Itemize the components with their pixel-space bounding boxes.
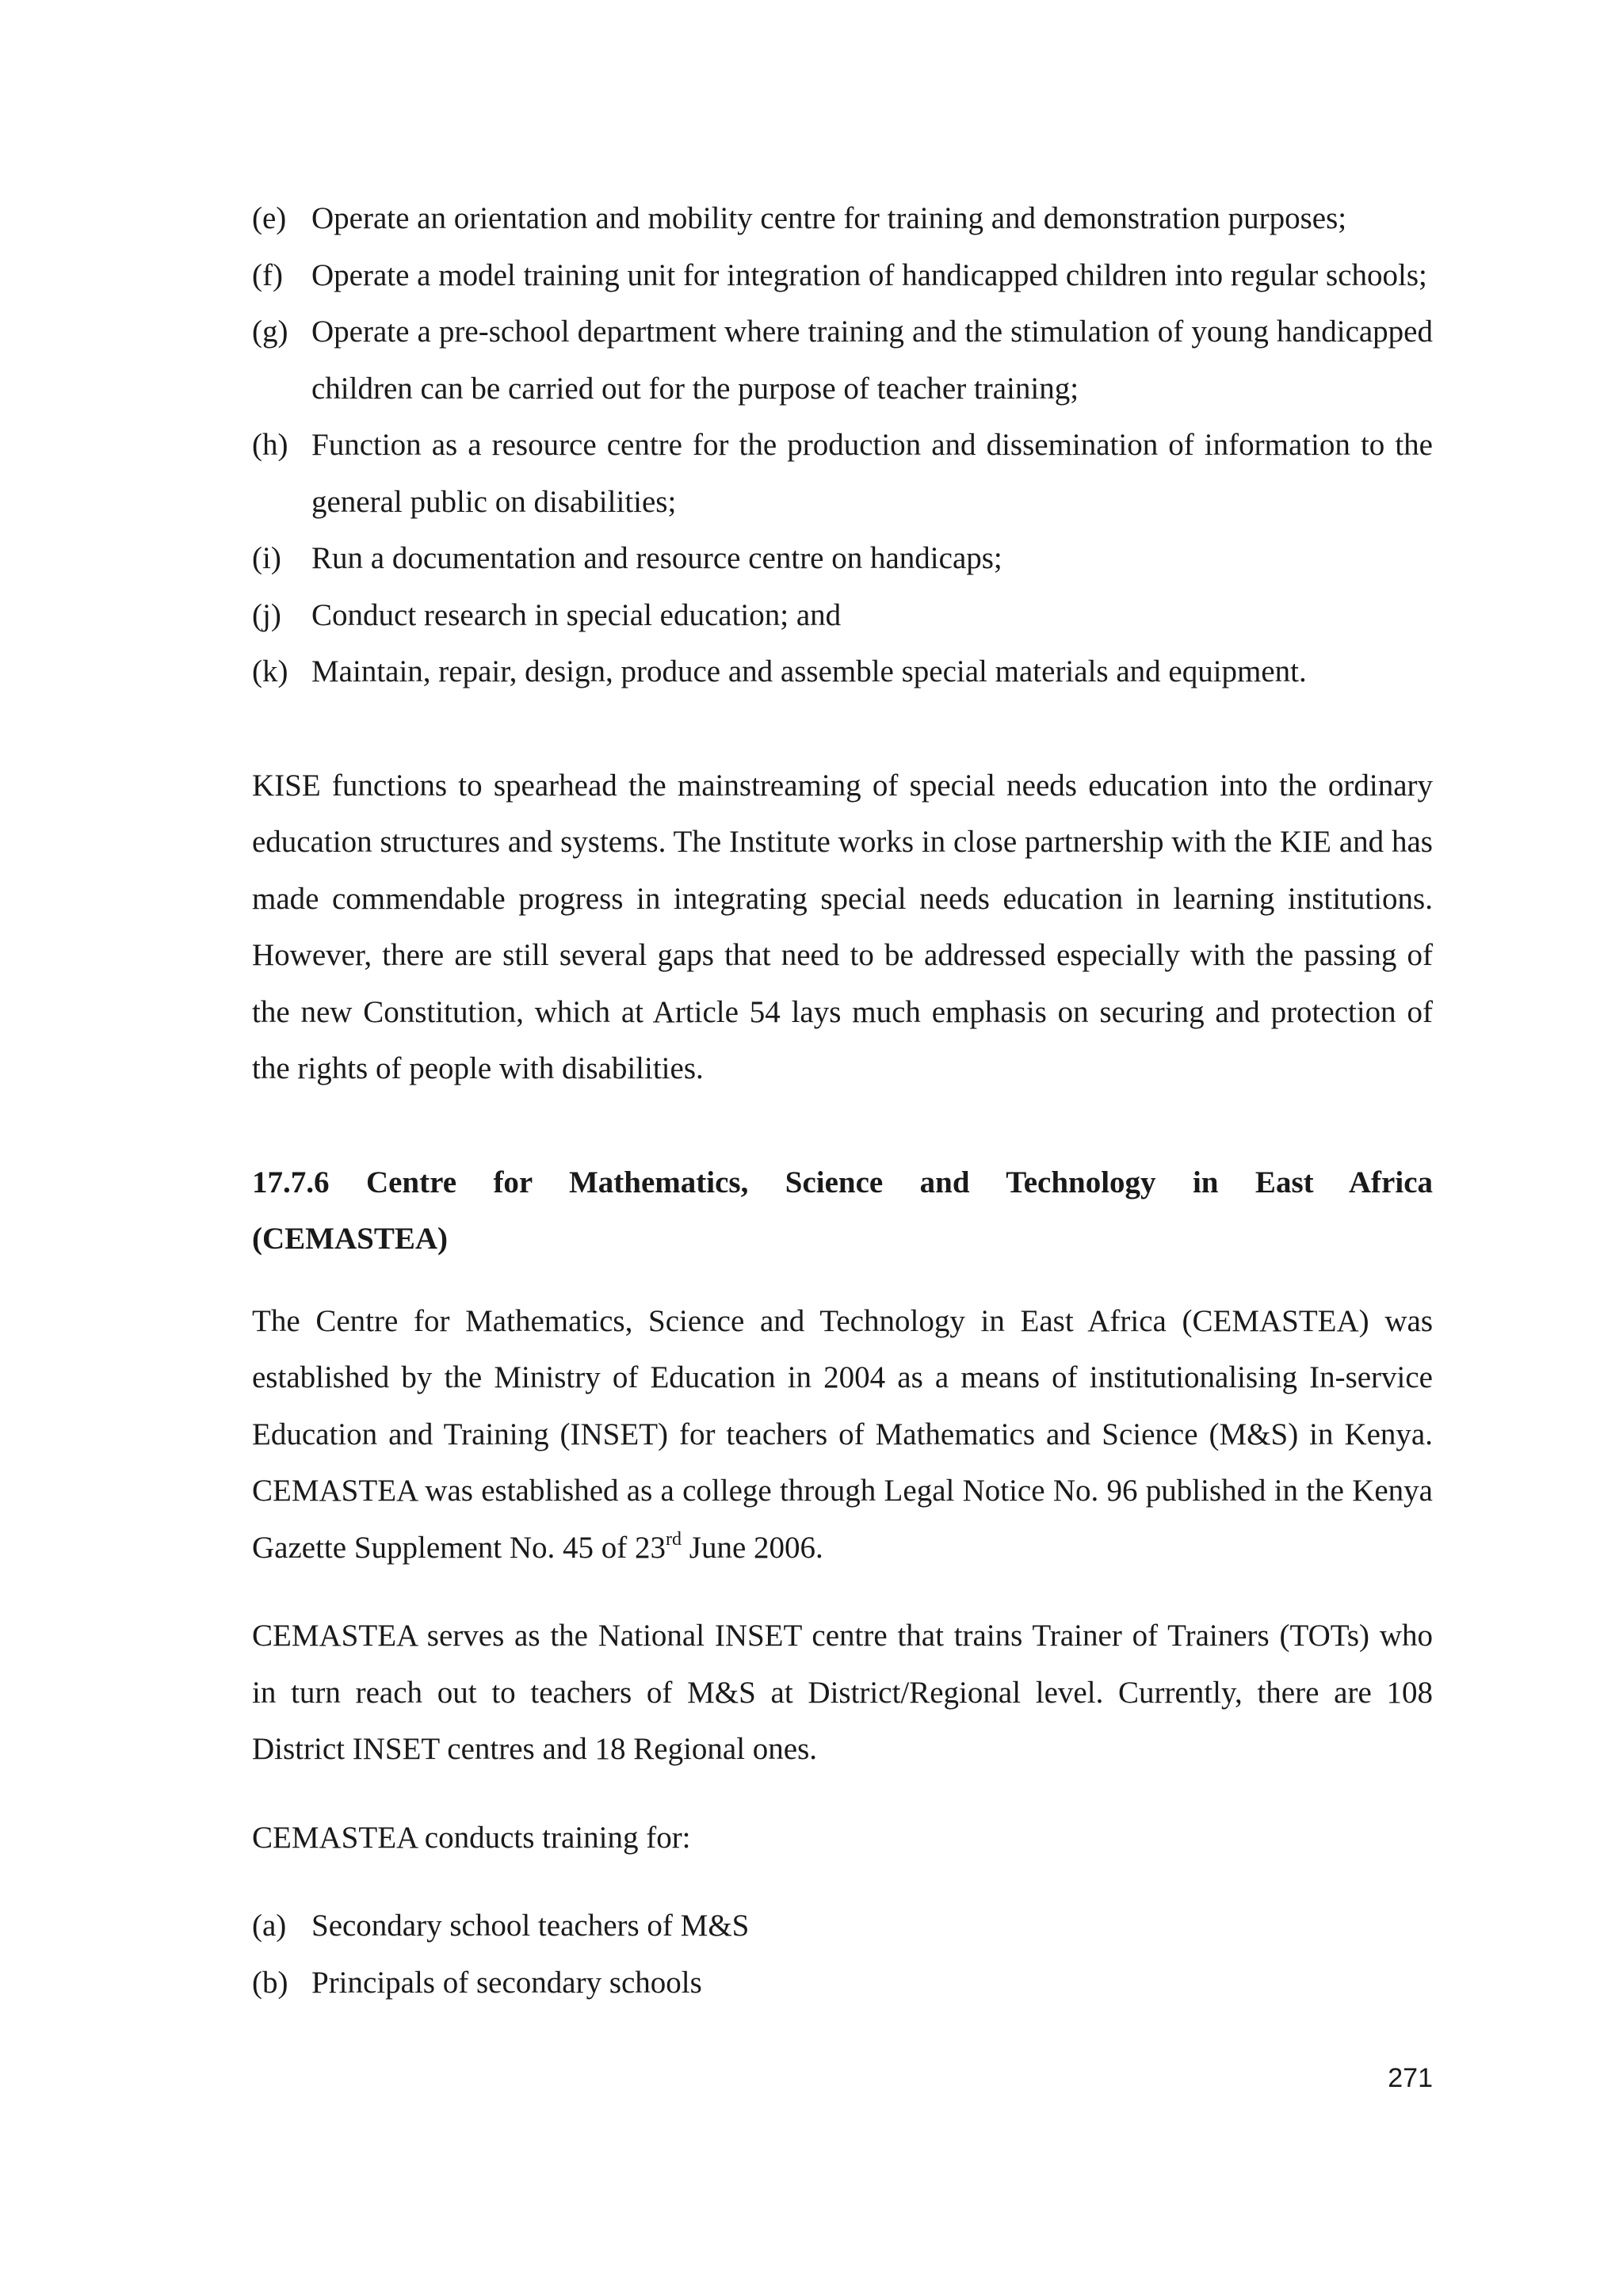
list-marker: (e) [252, 201, 287, 235]
list-item [252, 1955, 1433, 2012]
list-item [252, 247, 1433, 304]
spacer [252, 1268, 1433, 1293]
list-marker: (h) [252, 428, 288, 462]
ordinal-suffix: rd [666, 1528, 682, 1550]
list-item [252, 190, 1433, 247]
list-marker: (b) [252, 1965, 288, 2000]
list-item-text: Secondary school teachers of M&S [311, 1909, 750, 1943]
spacer [252, 1097, 1433, 1154]
list-marker: (a) [252, 1909, 287, 1943]
functions-list [252, 190, 1433, 700]
cemastea-paragraph-1 [252, 1293, 1433, 1577]
list-item [252, 587, 1433, 644]
paragraph-text: June 2006. [682, 1530, 823, 1565]
list-item-text: Operate a pre-school department where training and the stimulation of young handicapped children can be carried out for the purpose of teacher training; [311, 315, 1433, 406]
list-item [252, 417, 1433, 530]
section-heading [252, 1154, 1433, 1268]
list-item [252, 1897, 1433, 1955]
document-page [252, 190, 1433, 2011]
list-item-text: Operate an orientation and mobility centre for training and demonstration purposes; [311, 201, 1347, 235]
list-marker: (g) [252, 315, 288, 349]
cemastea-paragraph-2: CEMASTEA serves as the National INSET centre that trains Trainer of Trainers (TOTs) who in turn reach out to teachers of M&S at District/Regional level. Currently, there are 108 District INSET centres and 18 Regional ones. [252, 1619, 1433, 1766]
list-marker: (j) [252, 597, 281, 632]
cemastea-paragraph-3: CEMASTEA conducts training for: [252, 1820, 691, 1855]
spacer [252, 1866, 1433, 1897]
list-item [252, 643, 1433, 700]
list-item-text: Maintain, repair, design, produce and assemble special materials and equipment. [311, 654, 1307, 688]
section-heading-line1: 17.7.6 Centre for Mathematics, Science and Technology in East Africa [252, 1165, 1433, 1199]
spacer [252, 1778, 1433, 1810]
list-item [252, 530, 1433, 587]
list-item-text: Conduct research in special education; and [311, 597, 842, 632]
spacer [252, 1576, 1433, 1608]
section-heading-line2: (CEMASTEA) [252, 1222, 449, 1256]
list-item-text: Run a documentation and resource centre on handicaps; [311, 541, 1002, 575]
list-marker: (f) [252, 257, 283, 292]
page-number: 271 [1388, 2063, 1433, 2093]
training-list [252, 1897, 1433, 2011]
kise-paragraph: KISE functions to spearhead the mainstreaming of special needs education into the ordinary education structures and systems. The Institute works in close partnership with the KIE and has made commendable progress in integrating special needs education in learning institutions. However, there are still several gaps that need to be addressed especially with the passing of the new Constitution, which at Article 54 lays much emphasis on securing and protection of the rights of people with disabilities. [252, 768, 1433, 1085]
paragraph-text: The Centre for Mathematics, Science and Technology in East Africa (CEMASTEA) was established by the Ministry of Education in 2004 as a means of institutionalising In-service Education and Training (INSET) for teachers of Mathematics and Science (M&S) in Kenya. CEMASTEA was established as a college through Legal Notice No. 96 published in the Kenya Gazette Supplement No. 45 of 23 [252, 1303, 1433, 1565]
list-item-text: Principals of secondary schools [311, 1965, 702, 2000]
list-marker: (i) [252, 541, 281, 575]
list-item-text: Operate a model training unit for integration of handicapped children into regular schools; [311, 257, 1427, 292]
list-marker: (k) [252, 654, 288, 688]
list-item-text: Function as a resource centre for the production and dissemination of information to the general public on disabilities; [311, 428, 1433, 519]
list-item [252, 303, 1433, 417]
spacer [252, 700, 1433, 757]
